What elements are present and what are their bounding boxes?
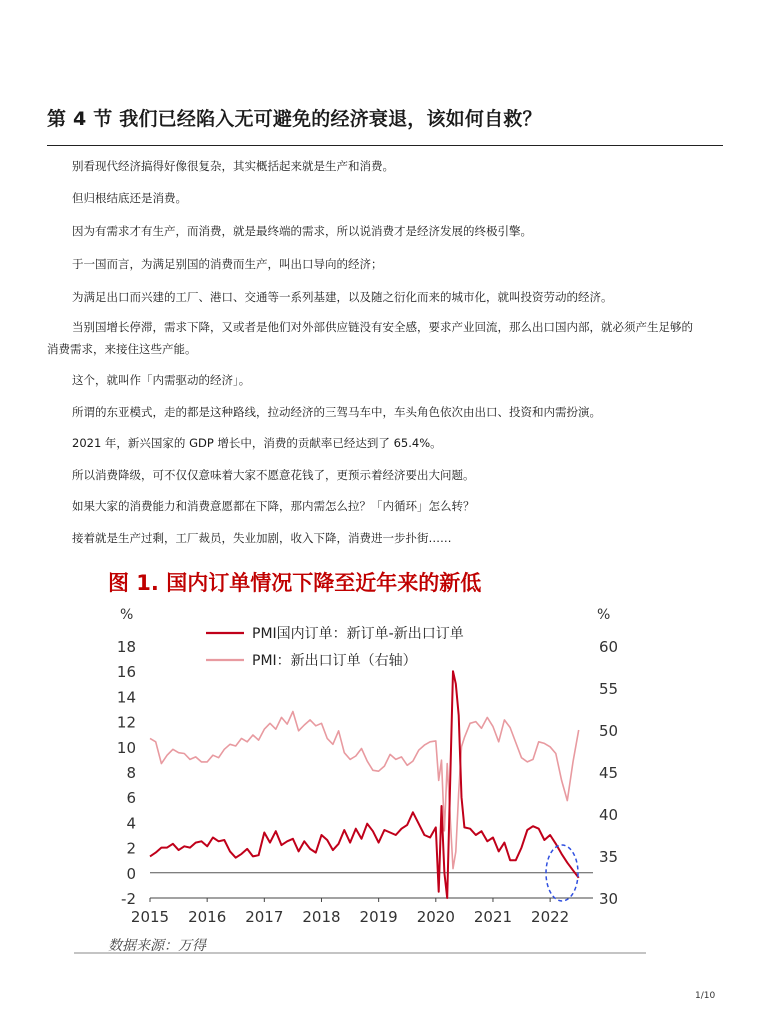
x-tick-4: 2019 [359, 908, 398, 926]
left-tick-1: 16 [116, 663, 136, 682]
paragraph-1: 别看现代经济搞得好像很复杂，其实概括起来就是生产和消费。 [72, 159, 394, 173]
right-tick-4: 40 [599, 806, 619, 824]
page-number: 1/10 [695, 991, 716, 1001]
paragraph-8: 所谓的东亚模式，走的都是这种路线，拉动经济的三驾马车中，车头角色依次由出口、投资和内需扮演。 [72, 405, 601, 419]
x-tick-5: 2020 [416, 908, 455, 926]
paragraph-10: 所以消费降级，可不仅仅意味着大家不愿意花钱了，更预示着经济要出大问题。 [72, 468, 475, 482]
left-tick-2: 14 [116, 688, 136, 707]
x-tick-1: 2016 [188, 908, 227, 926]
x-tick-7: 2022 [531, 908, 570, 926]
left-tick-0: 18 [116, 638, 136, 656]
left-tick-10: -2 [121, 890, 136, 908]
left-tick-8: 2 [126, 839, 136, 858]
left-tick-7: 4 [126, 814, 136, 833]
legend-label-domestic: PMI国内订单：新订单-新出口订单 [252, 626, 464, 642]
right-tick-1: 55 [599, 680, 619, 698]
paragraph-9: 2021 年，新兴国家的 GDP 增长中，消费的贡献率已经达到了 65.4%。 [72, 436, 442, 450]
paragraph-2: 但归根结底还是消费。 [72, 191, 187, 205]
chart-source: 数据来源：万得 [108, 938, 206, 954]
left-tick-4: 10 [116, 738, 136, 757]
left-unit-label: % [120, 607, 134, 623]
right-tick-5: 35 [599, 848, 619, 866]
title-divider [47, 145, 723, 146]
left-tick-3: 12 [116, 713, 136, 732]
left-tick-9: 0 [126, 864, 136, 883]
left-tick-5: 8 [126, 764, 136, 782]
section-title: 第 4 节 我们已经陷入无可避免的经济衰退，该如何自救？ [47, 108, 542, 130]
paragraph-11: 如果大家的消费能力和消费意愿都在下降，那内需怎么拉？「内循环」怎么转？ [72, 499, 475, 513]
right-unit-label: % [597, 607, 611, 623]
chart-title: 图 1. 国内订单情况下降至近年来的新低 [108, 571, 482, 595]
right-tick-3: 45 [599, 764, 619, 782]
paragraph-7: 这个，就叫作「内需驱动的经济」。 [72, 373, 251, 387]
left-tick-6: 6 [126, 789, 136, 808]
paragraph-12: 接着就是生产过剩，工厂裁员，失业加剧，收入下降，消费进一步扑街…… [72, 531, 452, 545]
right-tick-2: 50 [599, 722, 619, 740]
right-tick-6: 30 [599, 890, 619, 908]
paragraph-5: 为满足出口而兴建的工厂、港口、交通等一系列基建，以及随之衍化而来的城市化，就叫投资劳动的经济。 [72, 290, 613, 304]
right-tick-0: 60 [599, 638, 619, 656]
paragraph-4: 于一国而言，为满足别国的消费而生产，叫出口导向的经济； [72, 257, 383, 271]
x-tick-6: 2021 [473, 908, 513, 926]
x-tick-2: 2017 [245, 908, 284, 926]
paragraph-3: 因为有需求才有生产，而消费，就是最终端的需求，所以说消费才是经济发展的终极引擎。 [72, 224, 532, 238]
legend-label-export: PMI：新出口订单（右轴） [252, 653, 417, 669]
x-tick-3: 2018 [302, 908, 341, 926]
x-tick-0: 2015 [130, 908, 170, 926]
order-chart [74, 560, 646, 954]
paragraph-6: 当别国增长停滞，需求下降，又或者是他们对外部供应链没有安全感，要求产业回流，那么出口国内部，就必须产生足够的消费需求，来接住这些产能。 [47, 320, 693, 356]
